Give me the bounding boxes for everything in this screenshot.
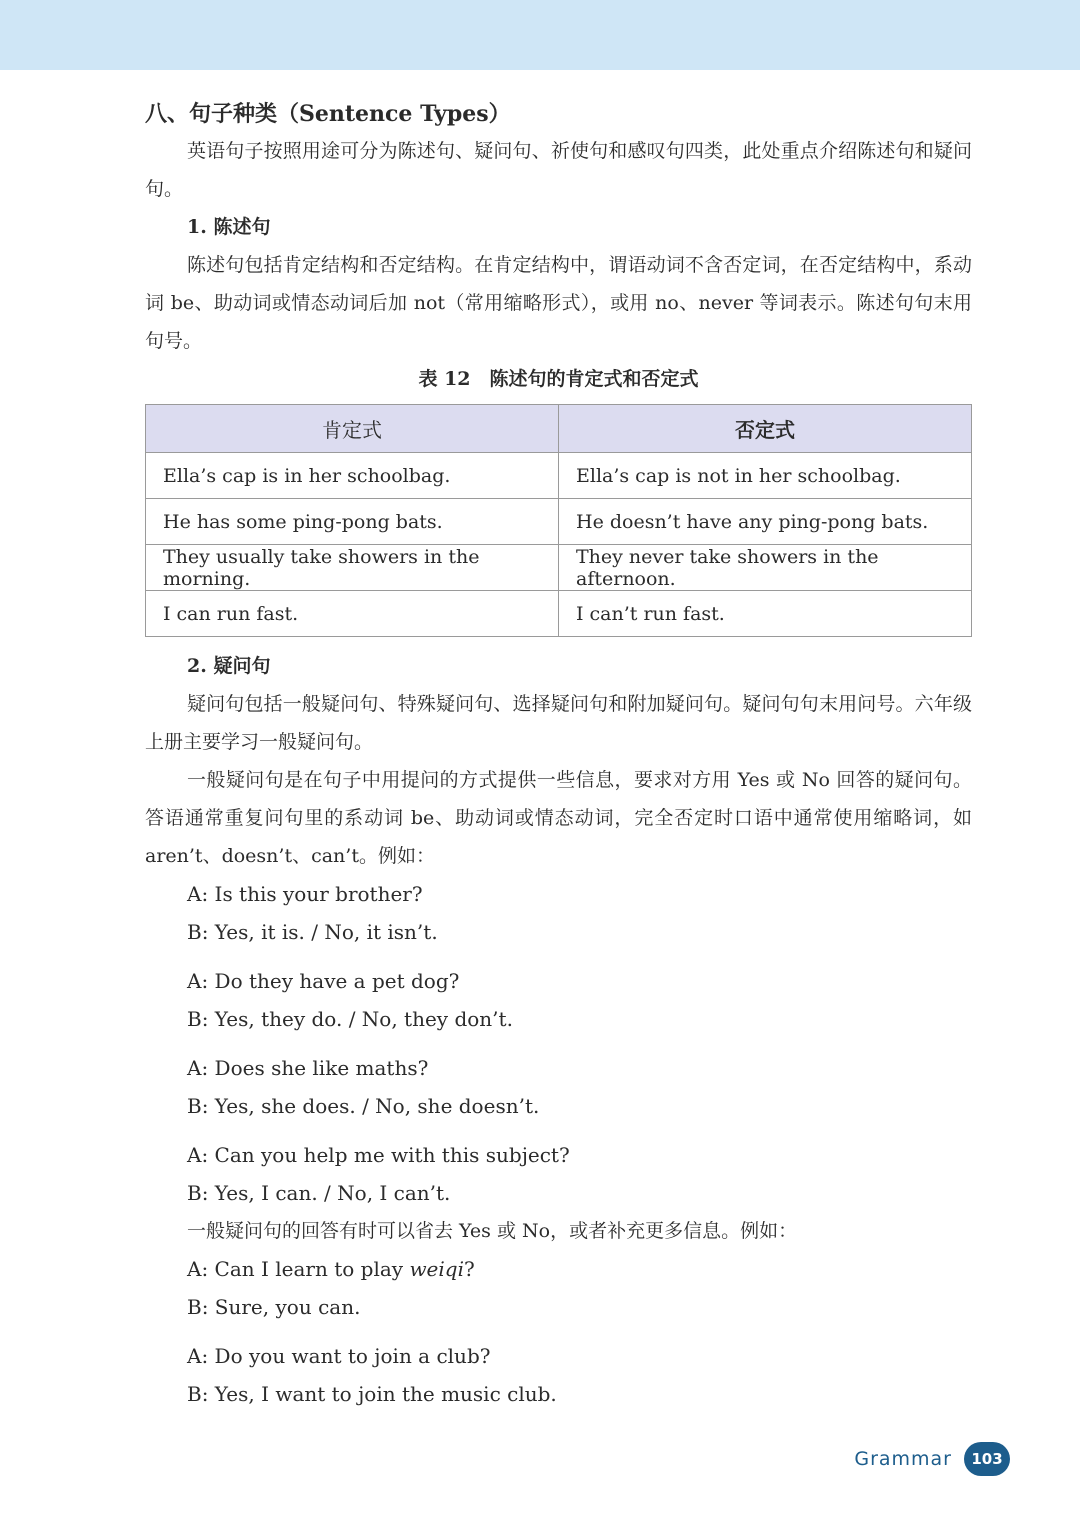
intro-paragraph: 英语句子按照用途可分为陈述句、疑问句、祈使句和感叹句四类，此处重点介绍陈述句和疑问句。 bbox=[145, 140, 972, 200]
dialogue-question: A: Can you help me with this subject? bbox=[187, 1143, 570, 1167]
table-caption: 表 12 陈述句的肯定式和否定式 bbox=[418, 368, 699, 390]
dialogue-block bbox=[145, 875, 972, 1212]
header-affirmative: 肯定式 bbox=[146, 405, 559, 453]
table-cell-negative: He doesn’t have any ping-pong bats. bbox=[559, 499, 972, 545]
page-content bbox=[145, 96, 972, 1413]
table-header-row bbox=[146, 405, 972, 453]
footer-label: Grammar bbox=[854, 1448, 952, 1470]
table-cell-affirmative: He has some ping-pong bats. bbox=[146, 499, 559, 545]
dialogue-answer: B: Sure, you can. bbox=[187, 1295, 361, 1319]
interrogative-paragraph-1: 疑问句包括一般疑问句、特殊疑问句、选择疑问句和附加疑问句。疑问句句末用问号。六年级上册主要学习一般疑问句。 bbox=[145, 693, 972, 753]
header-negative: 否定式 bbox=[559, 405, 972, 453]
dialogue-answer: B: Yes, I can. / No, I can’t. bbox=[187, 1181, 451, 1205]
dialogue-block bbox=[145, 1250, 972, 1413]
page-footer bbox=[854, 1440, 1010, 1478]
table-row bbox=[146, 453, 972, 499]
table-cell-negative: They never take showers in the afternoon. bbox=[559, 545, 972, 591]
declarative-paragraph: 陈述句包括肯定结构和否定结构。在肯定结构中，谓语动词不含否定词，在否定结构中，系动词 be、助动词或情态动词后加 not（常用缩略形式），或用 no、never 等词表示。陈述句句末用句号。 bbox=[145, 254, 972, 352]
header-band bbox=[0, 0, 1080, 70]
dialogue-answer: B: Yes, they do. / No, they don’t. bbox=[187, 1007, 513, 1031]
dialogue-answer: B: Yes, it is. / No, it isn’t. bbox=[187, 920, 438, 944]
dialogue-question-prefix: A: Can I learn to play bbox=[187, 1257, 410, 1281]
table-cell-affirmative: They usually take showers in the morning. bbox=[146, 545, 559, 591]
table-cell-affirmative: I can run fast. bbox=[146, 591, 559, 637]
dialogue-question-italic: weiqi bbox=[409, 1257, 464, 1281]
declarative-heading: 1. 陈述句 bbox=[187, 216, 271, 238]
dialogue-question bbox=[187, 1250, 972, 1288]
dialogue-question: A: Is this your brother? bbox=[187, 882, 423, 906]
table-row bbox=[146, 591, 972, 637]
dialogue-question: A: Do they have a pet dog? bbox=[187, 969, 460, 993]
answer-note: 一般疑问句的回答有时可以省去 Yes 或 No，或者补充更多信息。例如： bbox=[187, 1220, 798, 1242]
dialogue-answer: B: Yes, she does. / No, she doesn’t. bbox=[187, 1094, 540, 1118]
table-cell-affirmative: Ella’s cap is in her schoolbag. bbox=[146, 453, 559, 499]
dialogue-question-suffix: ? bbox=[464, 1257, 475, 1281]
section-title: 八、句子种类（Sentence Types） bbox=[145, 101, 511, 127]
page-number-badge: 103 bbox=[964, 1442, 1010, 1476]
declarative-table bbox=[145, 404, 972, 637]
dialogue-answer: B: Yes, I want to join the music club. bbox=[187, 1382, 557, 1406]
interrogative-heading: 2. 疑问句 bbox=[187, 655, 271, 677]
table-cell-negative: Ella’s cap is not in her schoolbag. bbox=[559, 453, 972, 499]
interrogative-paragraph-2: 一般疑问句是在句子中用提问的方式提供一些信息，要求对方用 Yes 或 No 回答的疑问句。答语通常重复问句里的系动词 be、助动词或情态动词，完全否定时口语中通常使用缩略词，如 aren’t、doesn’t、can’t。例如： bbox=[145, 769, 972, 867]
dialogue-question: A: Does she like maths? bbox=[187, 1056, 429, 1080]
table-row bbox=[146, 545, 972, 591]
table-cell-negative: I can’t run fast. bbox=[559, 591, 972, 637]
dialogue-question: A: Do you want to join a club? bbox=[187, 1344, 491, 1368]
table-row bbox=[146, 499, 972, 545]
